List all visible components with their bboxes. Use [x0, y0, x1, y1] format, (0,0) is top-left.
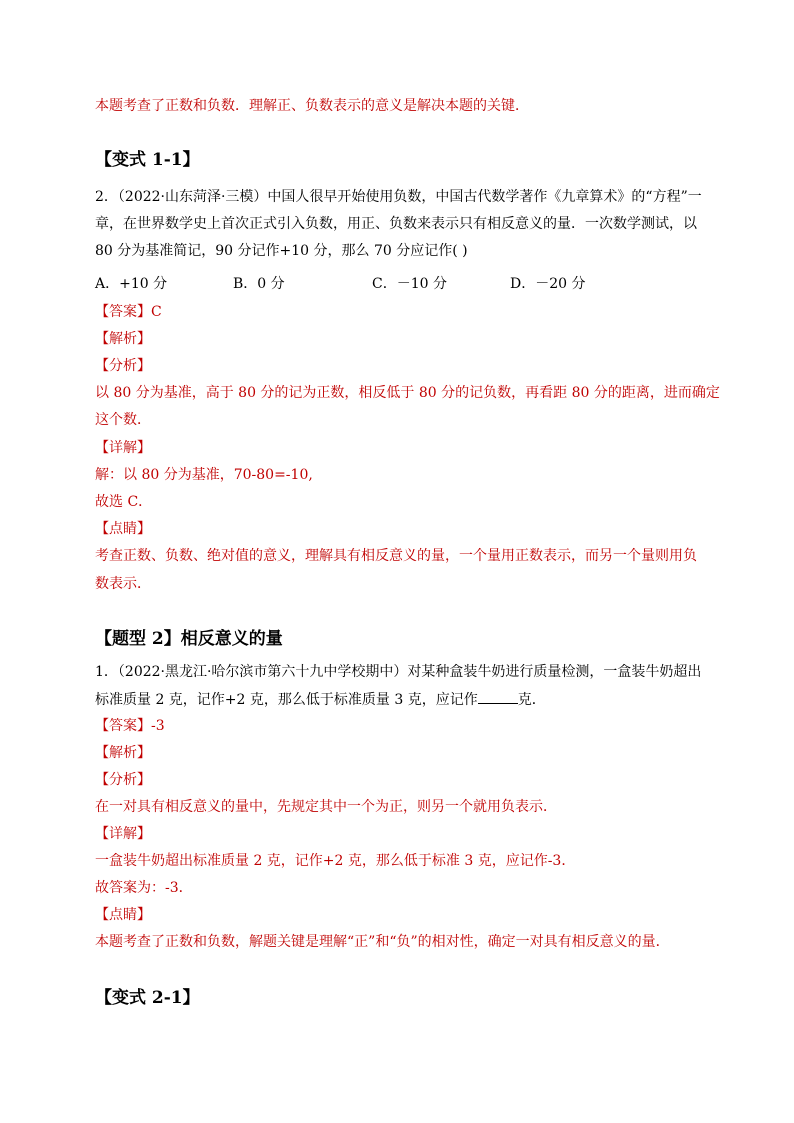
fenxi-label-2: 【分析】	[95, 772, 151, 788]
detail-line-2-1: 一盒装牛奶超出标准质量 2 克，记作+2 克，那么低于标准 3 克，应记作-3．	[95, 853, 576, 869]
previous-summary: 本题考查了正数和负数．理解正、负数表示的意义是解决本题的关键．	[95, 98, 529, 114]
comment-line-2: 数表示．	[95, 576, 151, 592]
detail-line-2-2: 故答案为：-3．	[95, 880, 193, 896]
jiexi-label-2: 【解析】	[95, 745, 151, 761]
analysis-line-2: 这个数．	[95, 412, 151, 428]
question-1-line-2-unit: 克．	[517, 692, 546, 708]
question-1-line-2-text: 标准质量 2 克，记作+2 克，那么低于标准质量 3 克，应记作	[95, 692, 478, 708]
question-1-line-1: 1．（2022·黑龙江·哈尔滨市第六十九中学校期中）对某种盒装牛奶进行质量检测，一盒装牛奶超出	[95, 664, 702, 680]
analysis-line-1: 以 80 分为基准，高于 80 分的记为正数，相反低于 80 分的记负数，再看距 80 分的距离，进而确定	[95, 385, 720, 401]
fenxi-label: 【分析】	[95, 358, 151, 374]
question-2-line-1: 2．（2022·山东菏泽·三模）中国人很早开始使用负数，中国古代数学著作《九章算术》的“方程”一	[95, 189, 702, 205]
answer-label: 【答案】C	[95, 304, 162, 320]
answer-blank	[478, 689, 518, 704]
option-b: B．0 分	[233, 276, 285, 292]
answer-label-2: 【答案】-3	[95, 718, 165, 734]
detail-line-1: 解：以 80 分为基准，70-80=-10,	[95, 467, 313, 483]
type-2-heading: 【题型 2】相反意义的量	[95, 629, 283, 649]
analysis-line-2-1: 在一对具有相反意义的量中，先规定其中一个为正，则另一个就用负表示．	[95, 799, 557, 815]
option-a: A．+10 分	[95, 276, 168, 292]
question-2-line-3: 80 分为基准简记，90 分记作+10 分，那么 70 分应记作( )	[95, 243, 468, 259]
comment-line-1: 考查正数、负数、绝对值的意义，理解具有相反意义的量，一个量用正数表示，而另一个量则用负	[95, 548, 697, 564]
jiexi-label: 【解析】	[95, 331, 151, 347]
xiangjie-label: 【详解】	[95, 440, 151, 456]
option-d: D．－20 分	[510, 276, 586, 292]
question-1-line-2	[95, 689, 546, 710]
variant-2-1-heading: 【变式 2-1】	[95, 988, 200, 1008]
dianjing-label: 【点睛】	[95, 521, 151, 537]
xiangjie-label-2: 【详解】	[95, 826, 151, 842]
comment-line-2-1: 本题考查了正数和负数，解题关键是理解“正”和“负”的相对性，确定一对具有相反意义的量．	[95, 934, 670, 950]
detail-line-2: 故选 C．	[95, 494, 153, 510]
option-c: C．－10 分	[372, 276, 447, 292]
dianjing-label-2: 【点睛】	[95, 907, 151, 923]
variant-1-1-heading: 【变式 1-1】	[95, 150, 200, 170]
question-2-line-2: 章，在世界数学史上首次正式引入负数，用正、负数来表示只有相反意义的量．一次数学测试，以	[95, 216, 697, 232]
